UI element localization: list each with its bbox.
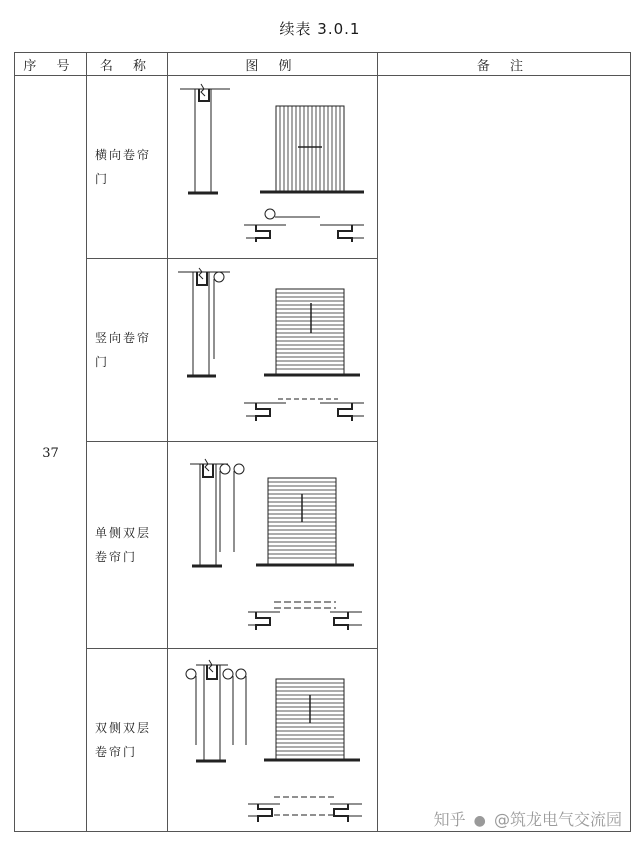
header-legend: 图 例 [168, 53, 378, 76]
horizontal-rolling-door-drawing [168, 76, 378, 258]
legend-cell [168, 442, 378, 649]
legend-table [14, 52, 631, 832]
row-name: 双侧双层卷帘门 [87, 649, 168, 832]
vertical-rolling-door-drawing [168, 259, 378, 441]
single-side-double-rolling-door-drawing [168, 442, 378, 648]
watermark [434, 807, 622, 830]
header-row [15, 53, 631, 76]
legend-cell [168, 76, 378, 259]
table-title: 续表 3.0.1 [279, 20, 361, 38]
table-row [15, 76, 631, 259]
header-seq: 序 号 [15, 53, 87, 76]
seq-number: 37 [15, 76, 87, 832]
double-side-double-rolling-door-drawing [168, 649, 378, 831]
watermark-prefix: 知乎 [433, 810, 466, 829]
remarks-cell [378, 76, 631, 832]
legend-cell [168, 259, 378, 442]
watermark-handle: @筑龙电气交流园 [493, 810, 622, 829]
header-name: 名 称 [87, 53, 168, 76]
row-name: 单侧双层卷帘门 [87, 442, 168, 649]
row-name: 竖向卷帘门 [87, 259, 168, 442]
header-remarks: 备 注 [378, 53, 631, 76]
legend-cell [168, 649, 378, 832]
row-name: 横向卷帘门 [87, 76, 168, 259]
wechat-icon: ● [473, 813, 486, 829]
